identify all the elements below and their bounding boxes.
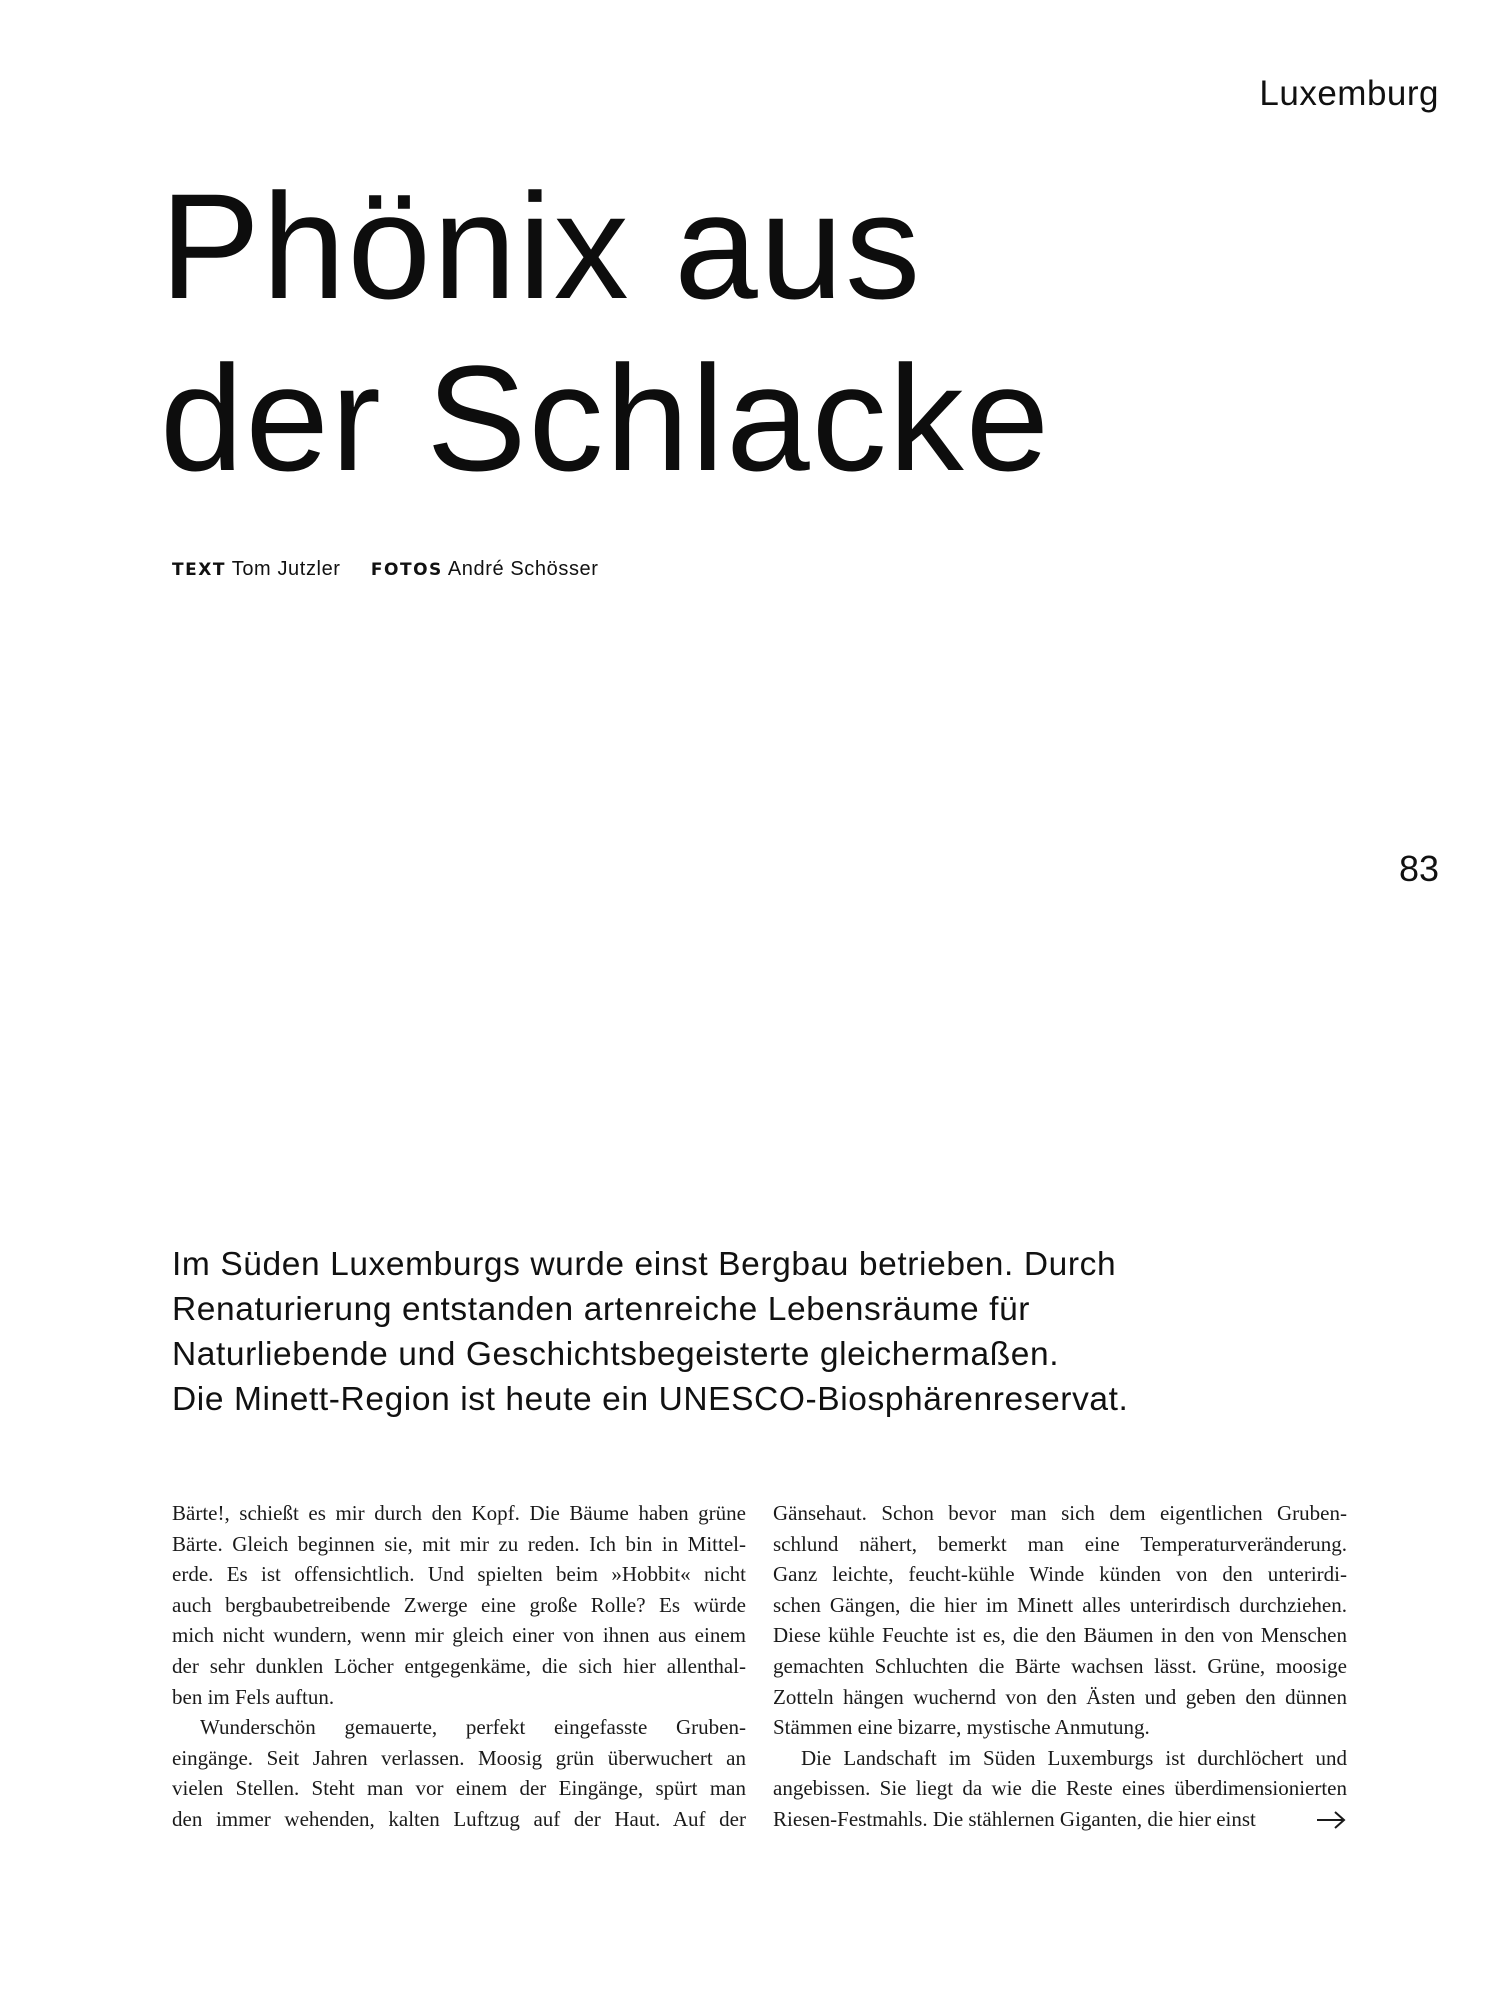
lead-line: Im Süden Luxemburgs wurde einst Bergbau betrieben. Durch: [172, 1246, 1117, 1283]
body-line: Bärte. Gleich beginnen sie, mit mir zu reden. Ich bin in Mittel-: [172, 1531, 746, 1556]
body-line: Riesen-Festmahls. Die stählernen Giganten, die hier einst: [773, 1806, 1256, 1831]
section-label: Luxemburg: [1259, 74, 1439, 113]
body-line: Ganz leichte, feucht-kühle Winde künden von den unterirdi-: [773, 1562, 1347, 1587]
page-number: 83: [1398, 848, 1439, 889]
credit-author-name: Tom Jutzler: [231, 558, 341, 580]
body-column-left: [172, 1498, 746, 1835]
body-line: Wunderschön gemauerte, perfekt eingefasste Gruben-: [200, 1715, 746, 1740]
credit-photographer-name: André Schösser: [447, 558, 599, 580]
headline: [160, 160, 1310, 504]
body-line: mich nicht wundern, wenn mir gleich einer von ihnen aus einem: [172, 1623, 746, 1648]
body-line: Die Landschaft im Süden Luxemburgs ist durchlöchert und: [801, 1745, 1347, 1770]
arrow-right-icon: [1315, 1808, 1347, 1832]
headline-line-2: der Schlacke: [160, 334, 1052, 502]
body-line: Stämmen eine bizarre, mystische Anmutung.: [773, 1715, 1150, 1740]
lead-line: Die Minett-Region ist heute ein UNESCO-Biosphärenreservat.: [172, 1381, 1129, 1418]
body-line: den immer wehenden, kalten Luftzug auf der Haut. Auf der: [172, 1806, 746, 1831]
body-paragraph: [773, 1743, 1347, 1835]
body-column-right: [773, 1498, 1347, 1835]
body-line: Zotteln hängen wuchernd von den Ästen und geben den dünnen: [773, 1684, 1347, 1709]
body-line: vielen Stellen. Steht man vor einem der Eingänge, spürt man: [172, 1776, 746, 1801]
body-line: Diese kühle Feuchte ist es, die den Bäumen in den von Menschen: [773, 1623, 1347, 1648]
body-line: Bärte!, schießt es mir durch den Kopf. Die Bäume haben grüne: [172, 1501, 746, 1525]
body-paragraph: [172, 1712, 746, 1834]
credits: [172, 558, 599, 581]
credit-photo-label: FOTOS: [370, 560, 443, 580]
body-line: erde. Es ist offensichtlich. Und spielten beim »Hobbit« nicht: [172, 1562, 746, 1587]
body-line: schen Gängen, die hier im Minett alles unterirdisch durchziehen.: [773, 1592, 1347, 1617]
body-line: ben im Fels auftun.: [172, 1684, 335, 1709]
body-line: gemachten Schluchten die Bärte wachsen lässt. Grüne, moosige: [773, 1653, 1347, 1678]
lead-paragraph: [172, 1242, 1252, 1422]
lead-line: Renaturierung entstanden artenreiche Lebensräume für: [172, 1291, 1031, 1328]
credit-text-label: TEXT: [172, 560, 226, 580]
body-paragraph: [172, 1498, 746, 1712]
body-line: der sehr dunklen Löcher entgegenkäme, die sich hier allenthal-: [172, 1653, 746, 1678]
body-line: angebissen. Sie liegt da wie die Reste eines überdimensionierten: [773, 1776, 1347, 1801]
body-line: auch bergbaubetreibende Zwerge eine große Rolle? Es würde: [172, 1592, 746, 1617]
headline-line-1: Phönix aus: [160, 162, 923, 330]
lead-line: Naturliebende und Geschichtsbegeisterte gleichermaßen.: [172, 1336, 1060, 1373]
body-line: schlund nähert, bemerkt man eine Temperaturveränderung.: [773, 1531, 1347, 1556]
body-line: eingänge. Seit Jahren verlassen. Moosig grün überwuchert an: [172, 1745, 746, 1770]
body-line: Gänsehaut. Schon bevor man sich dem eigentlichen Gruben-: [773, 1501, 1347, 1525]
body-paragraph: [773, 1498, 1347, 1743]
body-line-with-arrow: [773, 1804, 1347, 1835]
